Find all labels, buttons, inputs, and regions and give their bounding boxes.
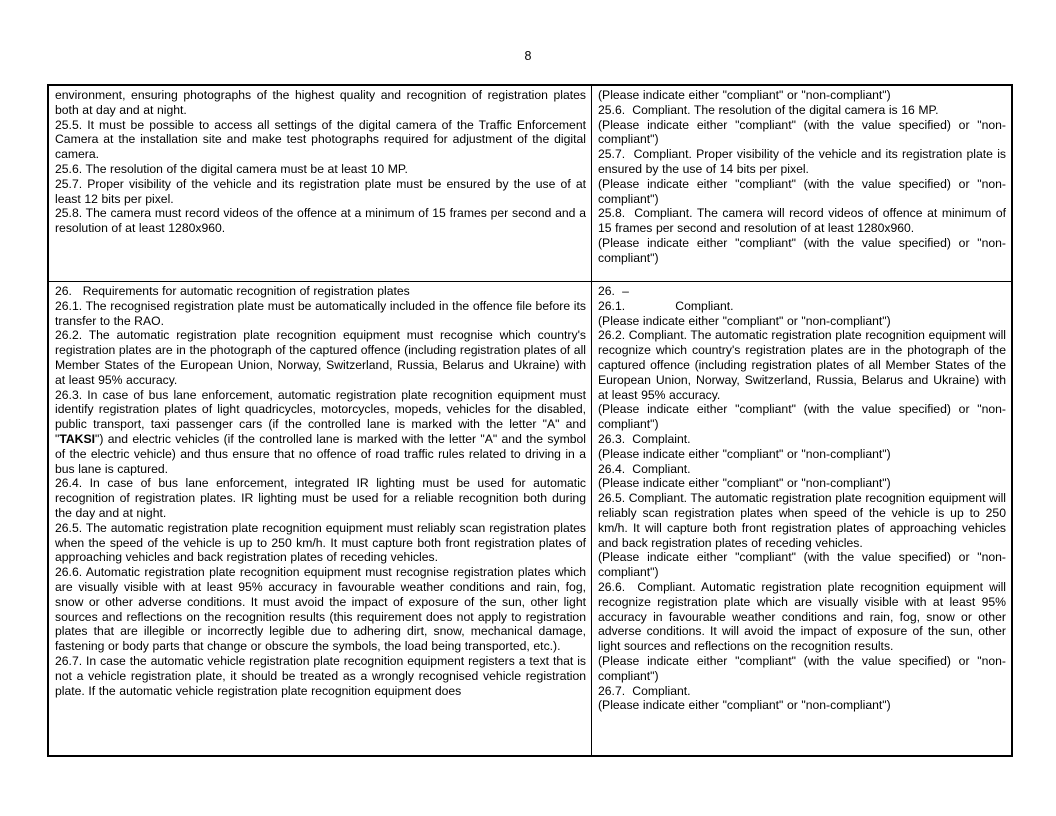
paragraph: (Please indicate either "compliant" (with the value specified) or "non-compliant") bbox=[598, 402, 1006, 432]
paragraph: 26. Requirements for automatic recognition of registration plates bbox=[55, 284, 410, 298]
paragraph: 25.6. Compliant. The resolution of the digital camera is 16 MP. bbox=[598, 102, 939, 117]
paragraph: 26.6. Automatic registration plate recognition equipment must recognise registration plates which are visually visible with at least 95% accuracy in favourable weather conditions and rain, fog, snow or other adverse conditions. It must avoid the impact of exposure of the sun, other light sources and reflections on the recognition results (this requirement does not apply to registration plates that are illegible or incorrectly legible due to adhering dirt, snow, mechanical damage, fastening or body parts that change or obscure the symbols, the load being transported, etc.). bbox=[55, 565, 586, 654]
paragraph: 26.6. Compliant. Automatic registration plate recognition equipment will recognize registration plate which are visually visible with at least 95% accuracy in favourable weather conditions and rain, fog, snow or other adverse conditions. It will avoid the impact of exposure of the sun, other light sources and reflections on the recognition results. bbox=[598, 579, 1006, 654]
paragraph: (Please indicate either "compliant" (with the value specified) or "non-compliant") bbox=[598, 176, 1006, 206]
paragraph: (Please indicate either "compliant" (with the value specified) or "non-compliant") bbox=[598, 117, 1006, 147]
paragraph: (Please indicate either "compliant" or "non-compliant") bbox=[598, 313, 891, 328]
text-run: 26.3. In case of bus lane enforcement, automatic registration plate recognition equipment must identify registration plates of light quadricycles, motorcycles, mopeds, vehicles for the disabled, public transport, taxi passenger cars (if the controlled lane is marked with the letter "A" and " bbox=[55, 387, 586, 446]
paragraph: 26.5. The automatic registration plate recognition equipment must reliably scan registration plates when the speed of the vehicle is up to 250 km/h. It must capture both front registration plates of approaching vehicles and back registration plates of receding vehicles. bbox=[55, 520, 586, 565]
paragraph: 25.7. Compliant. Proper visibility of the vehicle and its registration plate is ensured by the use of 14 bits per pixel. bbox=[598, 147, 1006, 176]
paragraph: (Please indicate either "compliant" (with the value specified) or "non-compliant") bbox=[598, 235, 1006, 265]
paragraph: environment, ensuring photographs of the highest quality and recognition of registration plates both at day and at night. bbox=[55, 88, 586, 117]
paragraph bbox=[55, 388, 586, 477]
response-cell-25 bbox=[592, 85, 1013, 282]
requirement-cell-26-content bbox=[49, 282, 591, 755]
paragraph: (Please indicate either "compliant" (with the value specified) or "non-compliant") bbox=[598, 653, 1006, 683]
paragraph: 25.8. Compliant. The camera will record videos of offence at minimum of 15 frames per second and resolution of at least 1280x960. bbox=[598, 206, 1006, 236]
paragraph: (Please indicate either "compliant" (with the value specified) or "non-compliant") bbox=[598, 550, 1006, 580]
paragraph: 26.7. Compliant. bbox=[598, 683, 691, 698]
paragraph: (Please indicate either "compliant" or "non-compliant") bbox=[598, 698, 891, 713]
requirement-cell-25 bbox=[48, 85, 592, 282]
response-cell-26-content bbox=[592, 282, 1011, 755]
paragraph: 26.4. In case of bus lane enforcement, integrated IR lighting must be used for automatic recognition of registration plates. IR lighting must be used for a reliable recognition both during the day and at night. bbox=[55, 476, 586, 520]
text-run: ") and electric vehicles (if the controlled lane is marked with the letter "A" and the symbol of the electric vehicle) and thus ensure that no offence of road traffic rules related to driving in a bus lane is captured. bbox=[55, 431, 586, 476]
requirement-cell-25-content bbox=[49, 86, 591, 281]
paragraph: 26.3. Complaint. bbox=[598, 431, 691, 446]
response-cell-25-content bbox=[592, 86, 1011, 281]
paragraph: 25.6. The resolution of the digital camera must be at least 10 MP. bbox=[55, 161, 408, 176]
paragraph: 26.4. Compliant. bbox=[598, 461, 691, 476]
requirements-compliance-table bbox=[47, 84, 1013, 757]
bold-text-run: TAKSI bbox=[59, 431, 95, 446]
paragraph: (Please indicate either "compliant" or "non-compliant") bbox=[598, 476, 891, 491]
paragraph: 26.2. Compliant. The automatic registration plate recognition equipment will recognize which country's registration plates are in the photograph of the captured offence (including registration plates of all Member States of the European Union, Norway, Switzerland, Russia, Belarus and Ukraine) with at least 95% accuracy. bbox=[598, 328, 1006, 402]
paragraph: 26. – bbox=[598, 284, 629, 298]
paragraph: 25.8. The camera must record videos of the offence at a minimum of 15 frames per second and a resolution of at least 1280x960. bbox=[55, 206, 586, 236]
paragraph: 25.7. Proper visibility of the vehicle and its registration plate must be ensured by the use of at least 12 bits per pixel. bbox=[55, 176, 586, 206]
requirement-cell-26 bbox=[48, 282, 592, 757]
paragraph: 25.5. It must be possible to access all settings of the digital camera of the Traffic Enforcement Camera at the installation site and make test photographs required for adjustment of the digital camera. bbox=[55, 117, 586, 162]
paragraph: (Please indicate either "compliant" or "non-compliant") bbox=[598, 446, 891, 461]
paragraph: 26.1. The recognised registration plate must be automatically included in the offence file before its transfer to the RAO. bbox=[55, 298, 586, 328]
paragraph: 26.1. Compliant. bbox=[598, 298, 734, 313]
page-number: 8 bbox=[524, 49, 532, 63]
response-cell-26 bbox=[592, 282, 1013, 757]
paragraph: 26.5. Compliant. The automatic registration plate recognition equipment will reliably scan registration plates when speed of the vehicle is up to 250 km/h. It will capture both front registration plates of approaching vehicles and back registration plates of receding vehicles. bbox=[598, 491, 1006, 550]
paragraph: 26.2. The automatic registration plate recognition equipment must recognise which country's registration plates are in the photograph of the captured offence (including registration plates of all Member States of the European Union, Norway, Switzerland, Russia, Belarus and Ukraine) with at least 95% accuracy. bbox=[55, 328, 586, 387]
table-row bbox=[48, 85, 1012, 282]
paragraph: (Please indicate either "compliant" or "non-compliant") bbox=[598, 88, 891, 102]
paragraph: 26.7. In case the automatic vehicle registration plate recognition equipment registers a text that is not a vehicle registration plate, it should be treated as a wrongly recognised vehicle registration plate. If the automatic vehicle registration plate recognition equipment does bbox=[55, 653, 586, 698]
table-row bbox=[48, 282, 1012, 757]
